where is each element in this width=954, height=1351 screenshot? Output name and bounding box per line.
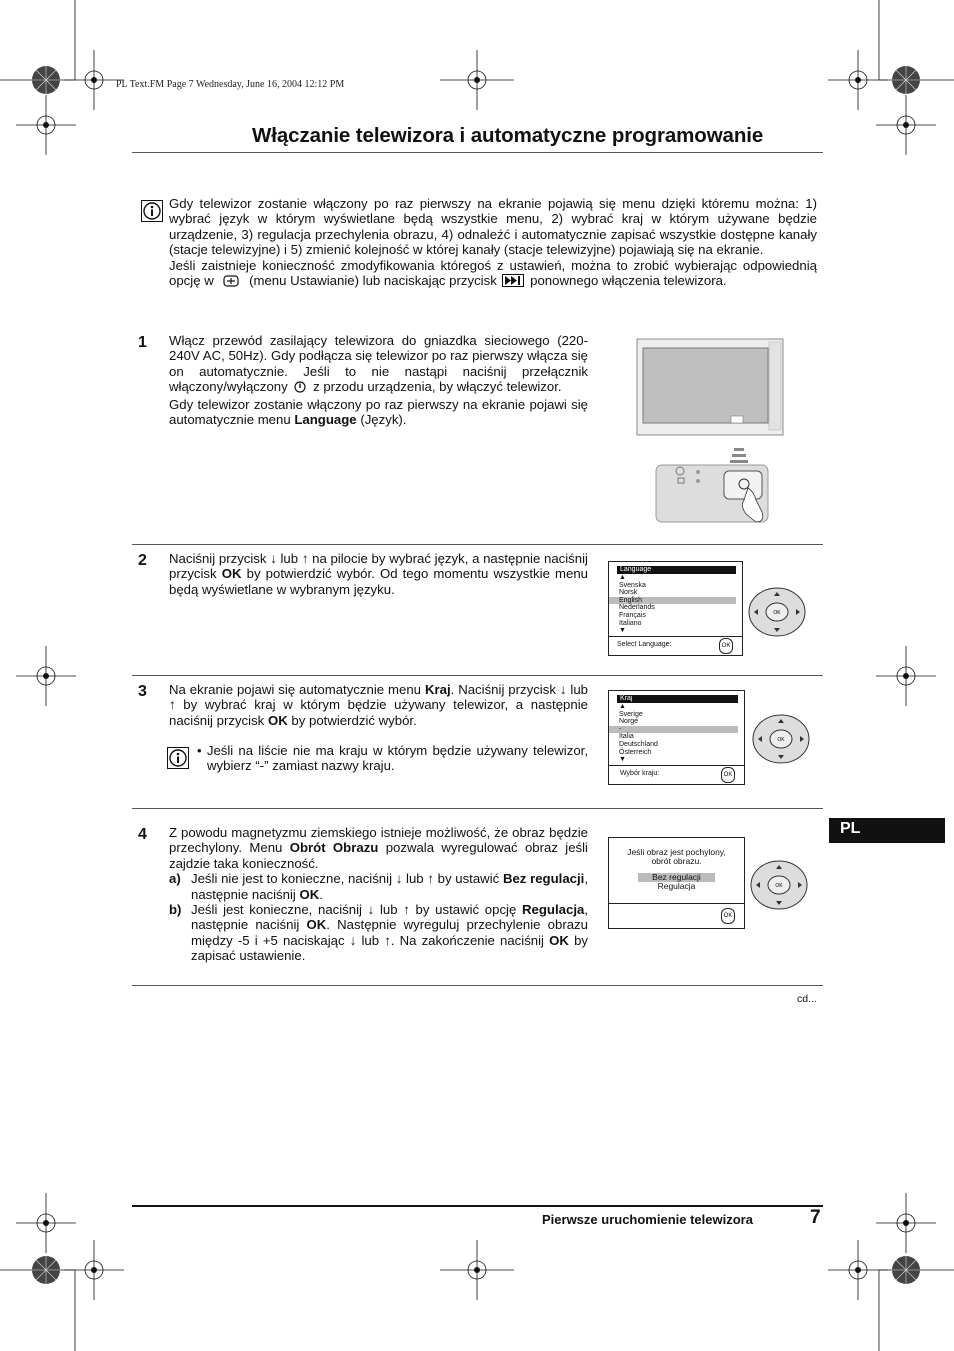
step-1-text-a: Włącz przewód zasilający telewizora do gniazdka sieciowego (220-240V AC, 50Hz). Gdy podłącza się telewizor po raz pierwszy włącza się on automatycznie. Jeśli to nie nastąpi naciśnij przełącznik włączony/wyłączony bbox=[169, 333, 588, 395]
step-2-text-b: lub bbox=[280, 551, 299, 566]
obrot-obrazu-keyword: Obrót Obrazu bbox=[289, 840, 379, 856]
ok-keyword: OK bbox=[299, 886, 320, 902]
ok-button-icon: OK bbox=[721, 908, 735, 924]
footer-section-title: Pierwsze uruchomienie telewizora bbox=[542, 1212, 753, 1227]
language-item-svenska[interactable]: Svenska bbox=[619, 581, 646, 589]
step-3-number: 3 bbox=[138, 683, 147, 700]
step-2-text-d: by potwierdzić wybór. Od tego momentu wszystkie menu będą wyświetlane w wybranym języku. bbox=[169, 566, 588, 597]
step-3-text bbox=[169, 682, 588, 728]
country-item-none[interactable]: - bbox=[609, 726, 738, 734]
tv-illustration bbox=[636, 338, 786, 534]
substep-b-text-7: . Na zakończenie naciśnij bbox=[390, 932, 544, 948]
arrow-down-icon: ↓ bbox=[349, 932, 357, 948]
ok-keyword: OK bbox=[267, 712, 288, 728]
substep-a-text-2: lub bbox=[406, 871, 424, 887]
intro-p2-b: (menu Ustawianie) lub naciskając przycisk bbox=[249, 273, 497, 289]
step-3-text-b: . Naciśnij przycisk bbox=[450, 682, 556, 697]
file-info: PL Text.FM Page 7 Wednesday, June 16, 2004 12:12 PM bbox=[116, 79, 345, 90]
tilt-menu-line-1: Jeśli obraz jest pochylony, bbox=[627, 847, 726, 857]
substep-b-text-8: by zapisać ustawienie. bbox=[191, 932, 588, 964]
select-language-label: Select Language: bbox=[617, 641, 672, 648]
step-1-text-c: Gdy telewizor zostanie włączony po raz pierwszy na ekranie pojawi się automatycznie menu bbox=[169, 396, 588, 428]
substep-b-text-1: Jeśli jest konieczne, naciśnij bbox=[191, 902, 362, 918]
page-number: 7 bbox=[810, 1207, 821, 1228]
substep-b-text-2: lub bbox=[379, 902, 398, 918]
tilt-option-bez-regulacji[interactable]: Bez regulacji bbox=[638, 873, 715, 882]
svg-text:OK: OK bbox=[777, 737, 785, 743]
setup-menu-icon bbox=[223, 275, 239, 290]
tilt-menu-line-2: obrót obrazu. bbox=[651, 856, 702, 866]
page-title: Włączanie telewizora i automatyczne programowanie bbox=[252, 124, 764, 147]
step-2-text-c: na pilocie by wybrać język, a następnie naciśnij przycisk bbox=[169, 551, 588, 582]
country-item-italia[interactable]: Italia bbox=[619, 733, 634, 741]
substep-b-text-5: . Następnie wyreguluj przechylenie obrazu między -5 i +5 naciskając bbox=[191, 917, 588, 948]
tilt-menu-footer bbox=[609, 903, 744, 928]
step-2-rule bbox=[132, 675, 823, 676]
step-1-rule bbox=[132, 544, 823, 545]
arrow-up-icon: ↑ bbox=[427, 871, 434, 887]
step-3-text-e: by potwierdzić wybór. bbox=[291, 712, 417, 728]
ok-keyword: OK bbox=[549, 932, 569, 948]
scroll-up-icon: ▲ bbox=[619, 703, 626, 710]
language-menu bbox=[608, 561, 743, 656]
country-menu-title: Kraj bbox=[617, 695, 738, 703]
step-2-text-a: Naciśnij przycisk bbox=[169, 551, 267, 566]
step-3-text-c: lub bbox=[570, 682, 588, 697]
language-keyword: Language bbox=[294, 412, 357, 428]
info-icon bbox=[141, 200, 163, 222]
remote-dpad-icon bbox=[752, 714, 810, 764]
step-1-text-b: z przodu urządzenia, by włączyć telewizor. bbox=[313, 379, 562, 395]
step-3-text-d: by wybrać kraj w którym będzie używany telewizor, a następnie naciśnij przycisk bbox=[169, 697, 588, 728]
substep-a-text-3: by ustawić bbox=[437, 871, 500, 887]
substep-a-label: a) bbox=[169, 871, 181, 887]
footer-rule bbox=[132, 1205, 823, 1207]
step-1-text-d: (Język). bbox=[360, 412, 407, 428]
ok-button-icon: OK bbox=[719, 638, 733, 654]
arrow-up-icon: ↑ bbox=[301, 551, 309, 566]
language-menu-footer bbox=[609, 636, 742, 655]
scroll-down-icon: ▼ bbox=[619, 756, 626, 764]
scroll-down-icon: ▼ bbox=[619, 627, 626, 635]
step-4-rule bbox=[132, 985, 823, 986]
arrow-up-icon: ↑ bbox=[403, 902, 410, 918]
bez-regulacji-keyword: Bez regulacji bbox=[502, 871, 585, 887]
country-item-norge[interactable]: Norge bbox=[619, 718, 639, 726]
country-menu-footer bbox=[609, 765, 744, 784]
remote-dpad-icon bbox=[748, 587, 806, 637]
language-item-italiano[interactable]: Italiano bbox=[619, 619, 642, 627]
tilt-option-regulacja[interactable]: Regulacja bbox=[657, 881, 696, 891]
step-4-text-b: pozwala wyregulować obraz jeśli zajdzie taka konieczność. bbox=[169, 840, 588, 871]
tilt-menu bbox=[608, 837, 745, 929]
substep-a-text-1: Jeśli nie jest to konieczne, naciśnij bbox=[191, 871, 393, 887]
substep-b-text-6: lub bbox=[361, 932, 380, 948]
svg-text:OK: OK bbox=[775, 883, 783, 889]
select-country-label: Wybór kraju: bbox=[620, 770, 660, 777]
power-icon bbox=[294, 381, 306, 396]
country-menu bbox=[608, 690, 745, 785]
language-item-norsk[interactable]: Norsk bbox=[619, 589, 638, 597]
language-tab-pl: PL bbox=[829, 818, 945, 843]
country-item-sverige[interactable]: Sverige bbox=[619, 710, 643, 718]
step-3-note bbox=[197, 743, 588, 774]
scroll-up-icon: ▲ bbox=[619, 574, 626, 581]
step-3-note-text: Jeśli na liście nie ma kraju w którym będzie używany telewizor, wybierz “-” zamiast nazwy kraju. bbox=[206, 743, 588, 774]
arrow-up-icon: ↑ bbox=[384, 932, 391, 948]
arrow-down-icon: ↓ bbox=[395, 871, 403, 887]
svg-text:OK: OK bbox=[773, 610, 781, 616]
remote-dpad-icon bbox=[750, 860, 808, 910]
step-4-text: Z powodu magnetyzmu ziemskiego istnieje możliwość, że obraz będzie przechylony. Menu Obrót Obrazu pozwala wyregulować obraz jeśli zajdzie taka konieczność. a) Jeśli nie jest to konieczne, naciśnij ↓ lub ↑ by ustawić Bez regulacji, następnie naciśnij OK. b) Jeśli jest konieczne, naciśnij ↓ lub ↑ by ustawić opcję Regulacja, następnie naciśnij OK. Następnie wyreguluj przechylenie obrazu między -5 i +5 naciskając ↓ lub ↑. Na zakończenie naciśnij OK by zapisać ustawienie. bbox=[169, 825, 588, 964]
ok-keyword: OK bbox=[221, 566, 242, 582]
bullet: • bbox=[197, 743, 202, 758]
step-4-number: 4 bbox=[138, 826, 147, 843]
intro-paragraph-2 bbox=[169, 258, 817, 291]
intro-paragraph-1: Gdy telewizor zostanie włączony po raz pierwszy na ekranie pojawią się menu dzięki któremu można: 1) wybrać język w którym wyświetlane będą wszystkie menu, 2) wybrać kraj w którym używane będzie urządzenie, 3) regulacja przechylenia obrazu, 4) odnaleźć i automatycznie zapisać wszystkie dostępne kanały (stacje telewizyjne) i 5) zmienić kolejność w której kanały (stacje telewizyjne) pojawiają się na ekranie. bbox=[169, 196, 817, 258]
substep-b-text-4: , następnie naciśnij bbox=[191, 902, 588, 933]
step-3-text-a: Na ekranie pojawi się automatycznie menu bbox=[169, 682, 422, 697]
arrow-down-icon: ↓ bbox=[270, 551, 277, 566]
title-rule bbox=[132, 152, 823, 153]
substep-b-label: b) bbox=[169, 902, 182, 918]
country-item-deutschland[interactable]: Deutschland bbox=[619, 740, 658, 748]
substep-a-text-4: , następnie naciśnij bbox=[191, 871, 588, 902]
arrow-up-icon: ↑ bbox=[169, 697, 176, 713]
step-1-number: 1 bbox=[138, 334, 147, 351]
language-menu-title: Language bbox=[617, 566, 736, 574]
ok-keyword: OK bbox=[306, 917, 327, 933]
arrow-down-icon: ↓ bbox=[559, 682, 567, 697]
kraj-keyword: Kraj bbox=[424, 682, 451, 697]
step-1-text bbox=[169, 333, 588, 427]
ok-button-icon: OK bbox=[721, 767, 735, 783]
intro-p2-c: ponownego włączenia telewizora. bbox=[530, 273, 727, 289]
arrow-down-icon: ↓ bbox=[367, 902, 375, 918]
intro-p2-a: Jeśli zaistnieje konieczność zmodyfikowania któregoś z ustawień, można to zrobić wybierając odpowiednią opcję w bbox=[169, 257, 817, 289]
step-2-text bbox=[169, 551, 588, 597]
intro-text bbox=[169, 196, 817, 290]
regulacja-keyword: Regulacja bbox=[522, 902, 585, 918]
language-item-francais[interactable]: Français bbox=[619, 611, 646, 619]
substep-b-text-3: by ustawić opcję bbox=[415, 902, 517, 918]
step-2-number: 2 bbox=[138, 552, 147, 569]
step-3-rule bbox=[132, 808, 823, 809]
country-item-osterreich[interactable]: Österreich bbox=[619, 748, 652, 756]
step-4-text-a: Z powodu magnetyzmu ziemskiego istnieje możliwość, że obraz będzie przechylony. Menu bbox=[169, 825, 588, 856]
language-item-english[interactable]: English bbox=[609, 597, 736, 605]
language-item-nederlands[interactable]: Nederlands bbox=[619, 604, 655, 612]
continued-label: cd... bbox=[797, 993, 817, 1005]
info-icon bbox=[167, 747, 189, 769]
skip-forward-icon bbox=[502, 274, 524, 290]
